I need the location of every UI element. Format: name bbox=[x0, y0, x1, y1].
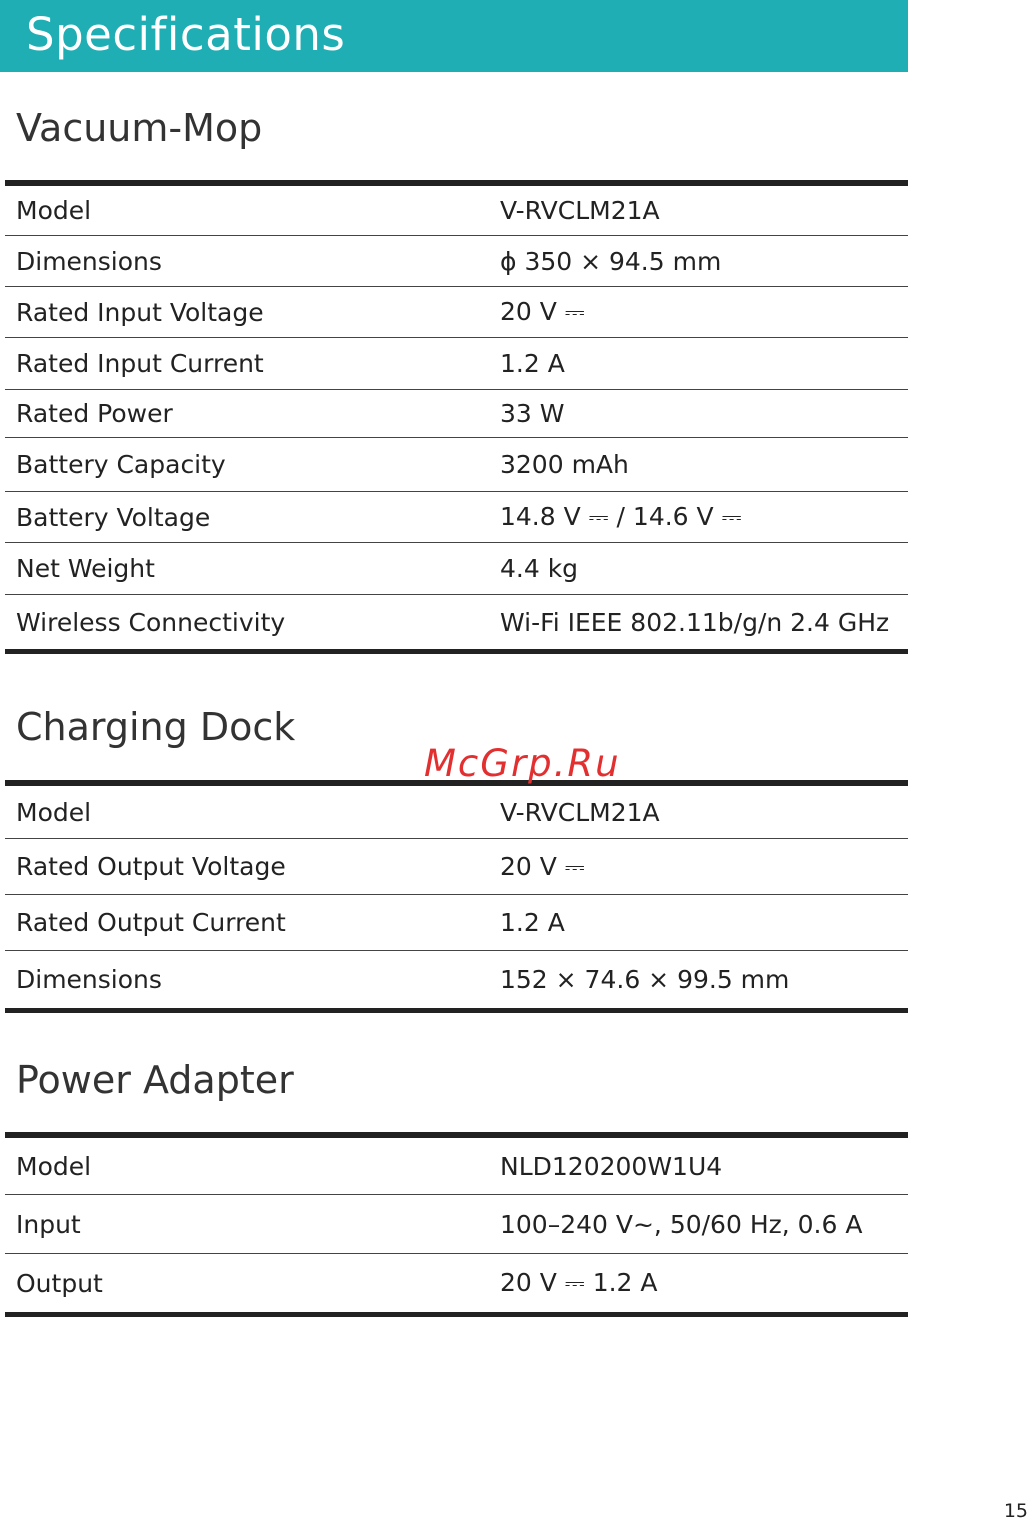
spec-value: 14.8 V ⎓ / 14.6 V ⎓ bbox=[500, 502, 742, 531]
table-row bbox=[5, 839, 908, 895]
table-row bbox=[5, 786, 908, 839]
spec-value: 3200 mAh bbox=[500, 450, 629, 479]
page-number: 15 bbox=[1003, 1500, 1028, 1522]
table-row bbox=[5, 595, 908, 649]
spec-label: Rated Power bbox=[16, 399, 173, 428]
table-row bbox=[5, 438, 908, 492]
spec-label: Input bbox=[16, 1209, 81, 1239]
spec-value: 20 V ⎓ bbox=[500, 297, 585, 326]
spec-value: Wi-Fi IEEE 802.11b/g/n 2.4 GHz bbox=[500, 607, 890, 637]
section-title-power-adapter: Power Adapter bbox=[16, 1058, 294, 1102]
table-row bbox=[5, 1254, 908, 1312]
table-row bbox=[5, 186, 908, 236]
spec-label: Model bbox=[16, 1151, 92, 1181]
spec-label: Dimensions bbox=[16, 965, 162, 994]
table-row bbox=[5, 236, 908, 287]
table-row bbox=[5, 390, 908, 438]
table-row bbox=[5, 338, 908, 390]
table-row bbox=[5, 951, 908, 1008]
spec-label: Rated Input Voltage bbox=[16, 297, 264, 327]
spec-value: 33 W bbox=[500, 399, 565, 428]
spec-label: Net Weight bbox=[16, 554, 155, 583]
spec-value: NLD120200W1U4 bbox=[500, 1151, 723, 1181]
spec-label: Model bbox=[16, 196, 92, 225]
spec-table-vacuum-mop bbox=[5, 180, 908, 654]
spec-label: Battery Capacity bbox=[16, 450, 226, 479]
spec-value: 1.2 A bbox=[500, 349, 565, 378]
table-row bbox=[5, 1195, 908, 1254]
spec-label: Battery Voltage bbox=[16, 502, 211, 532]
spec-value: 100–240 V~, 50/60 Hz, 0.6 A bbox=[500, 1209, 863, 1239]
spec-value: 20 V ⎓ bbox=[500, 851, 585, 881]
spec-label: Wireless Connectivity bbox=[16, 607, 286, 637]
spec-value: 20 V ⎓ 1.2 A bbox=[500, 1268, 658, 1297]
table-row bbox=[5, 1138, 908, 1195]
table-row bbox=[5, 543, 908, 595]
spec-value: V-RVCLM21A bbox=[500, 196, 660, 225]
table-row bbox=[5, 287, 908, 338]
section-title-charging-dock: Charging Dock bbox=[16, 705, 296, 749]
spec-label: Model bbox=[16, 797, 92, 827]
spec-value: 1.2 A bbox=[500, 908, 565, 937]
spec-value: V-RVCLM21A bbox=[500, 797, 660, 827]
header-band bbox=[0, 0, 908, 72]
table-row bbox=[5, 895, 908, 951]
spec-label: Rated Output Voltage bbox=[16, 852, 286, 881]
spec-value: 152 × 74.6 × 99.5 mm bbox=[500, 965, 790, 994]
table-row bbox=[5, 492, 908, 543]
spec-label: Output bbox=[16, 1268, 103, 1298]
section-title-vacuum-mop: Vacuum-Mop bbox=[16, 106, 263, 150]
page-title: Specifications bbox=[26, 8, 346, 61]
spec-table-charging-dock bbox=[5, 780, 908, 1013]
spec-table-power-adapter bbox=[5, 1132, 908, 1317]
spec-value: 4.4 kg bbox=[500, 554, 579, 583]
spec-label: Rated Output Current bbox=[16, 908, 286, 937]
spec-label: Dimensions bbox=[16, 246, 162, 276]
spec-value: ϕ 350 × 94.5 mm bbox=[500, 246, 722, 276]
watermark-text: McGrp.Ru bbox=[424, 742, 621, 785]
spec-label: Rated Input Current bbox=[16, 349, 264, 378]
